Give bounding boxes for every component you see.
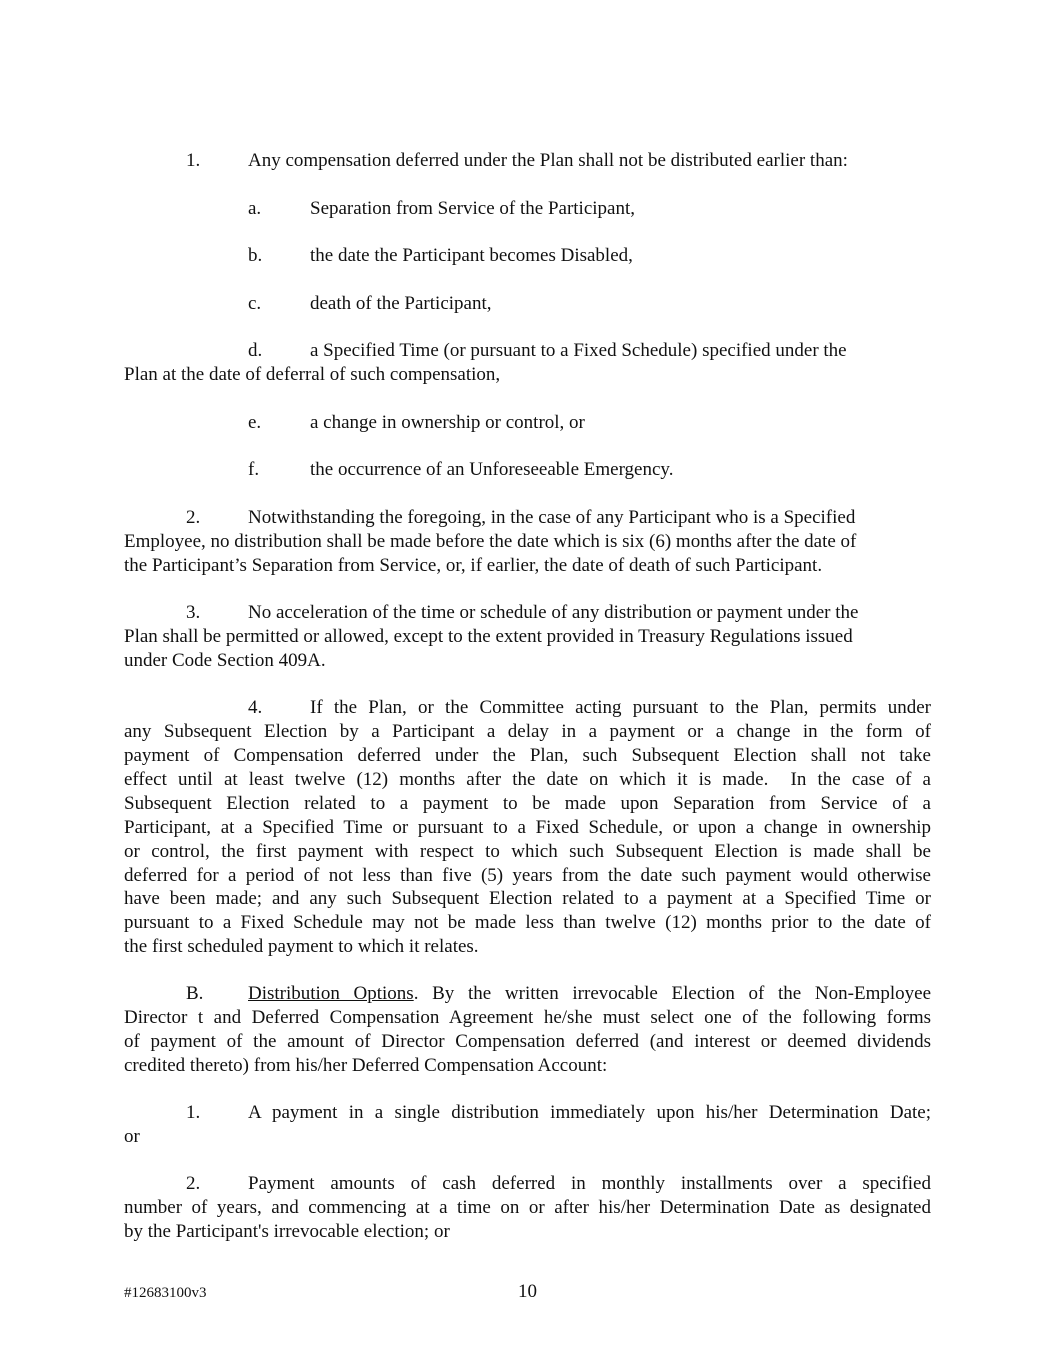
- sub-b-label: b.: [248, 245, 263, 266]
- sub-b-text: the date the Participant becomes Disabled,: [310, 245, 633, 266]
- sub-e-label: e.: [248, 412, 262, 433]
- sub-c-label: c.: [248, 293, 262, 314]
- item-4-line-5: Subsequent Election related to a payment to be made upon Separation from Service of a: [124, 793, 931, 814]
- option-2-line-2: number of years, and commencing at a time on or after his/her Determination Date as designated: [124, 1197, 931, 1218]
- item-1-text: Any compensation deferred under the Plan shall not be distributed earlier than:: [248, 150, 848, 171]
- page-number: 10: [518, 1281, 537, 1302]
- item-4-line-4: effect until at least twelve (12) months after the date on which it is made. In the case of a: [124, 769, 931, 790]
- sub-a-label: a.: [248, 198, 262, 219]
- item-4-line-9: have been made; and any such Subsequent Election related to a payment at a Specified Time or: [124, 888, 931, 909]
- section-b-line-4: credited thereto) from his/her Deferred Compensation Account:: [124, 1055, 608, 1076]
- item-3-line-2: Plan shall be permitted or allowed, except to the extent provided in Treasury Regulations issued: [124, 626, 853, 647]
- sub-e-text: a change in ownership or control, or: [310, 412, 585, 433]
- item-4-line-8: deferred for a period of not less than five (5) years from the date such payment would otherwise: [124, 865, 931, 886]
- item-4-line-2: any Subsequent Election by a Participant a delay in a payment or a change in the form of: [124, 721, 931, 742]
- item-2-line-2: Employee, no distribution shall be made before the date which is six (6) months after the date of: [124, 531, 857, 552]
- option-2-line-3: by the Participant's irrevocable election; or: [124, 1221, 450, 1242]
- item-3-number: 3.: [186, 602, 201, 623]
- item-4-line-10: pursuant to a Fixed Schedule may not be made less than twelve (12) months prior to the date of: [124, 912, 931, 933]
- item-4-line-3: payment of Compensation deferred under the Plan, such Subsequent Election shall not take: [124, 745, 931, 766]
- sub-c-text: death of the Participant,: [310, 293, 492, 314]
- distribution-options-heading: Distribution Options: [248, 983, 414, 1004]
- option-2-line-1: Payment amounts of cash deferred in monthly installments over a specified: [248, 1173, 931, 1194]
- option-1-number: 1.: [186, 1102, 201, 1123]
- item-2-line-3: the Participant’s Separation from Service, or, if earlier, the date of death of such Participant.: [124, 555, 823, 576]
- item-4-line-7: or control, the first payment with respect to which such Subsequent Election is made shall be: [124, 841, 931, 862]
- item-4-line-1: If the Plan, or the Committee acting pursuant to the Plan, permits under: [310, 697, 931, 718]
- option-1-line-1: A payment in a single distribution immediately upon his/her Determination Date;: [248, 1102, 931, 1123]
- sub-d-label: d.: [248, 340, 263, 361]
- section-b-line-3: of payment of the amount of Director Compensation deferred (and interest or deemed dividends: [124, 1031, 931, 1052]
- section-b-label: B.: [186, 983, 204, 1004]
- item-2-line-1: Notwithstanding the foregoing, in the case of any Participant who is a Specified: [248, 507, 856, 528]
- option-2-number: 2.: [186, 1173, 201, 1194]
- option-1-line-2: or: [124, 1126, 140, 1147]
- section-b-line-1: [248, 982, 931, 1006]
- item-3-line-3: under Code Section 409A.: [124, 650, 326, 671]
- sub-d-line-2: Plan at the date of deferral of such compensation,: [124, 364, 501, 385]
- document-id: #12683100v3: [124, 1285, 207, 1301]
- item-3-line-1: No acceleration of the time or schedule of any distribution or payment under the: [248, 602, 859, 623]
- sub-a-text: Separation from Service of the Participant,: [310, 198, 636, 219]
- sub-f-label: f.: [248, 459, 260, 480]
- item-4-number: 4.: [248, 697, 263, 718]
- item-2-number: 2.: [186, 507, 201, 528]
- sub-f-text: the occurrence of an Unforeseeable Emergency.: [310, 459, 674, 480]
- item-4-line-11: the first scheduled payment to which it relates.: [124, 936, 479, 957]
- sub-d-line-1: a Specified Time (or pursuant to a Fixed Schedule) specified under the: [310, 340, 847, 361]
- section-b-line-1-rest: . By the written irrevocable Election of the Non-Employee: [413, 983, 931, 1004]
- item-4-line-6: Participant, at a Specified Time or pursuant to a Fixed Schedule, or upon a change in ownership: [124, 817, 931, 838]
- section-b-line-2: Director t and Deferred Compensation Agreement he/she must select one of the following forms: [124, 1007, 931, 1028]
- item-1-number: 1.: [186, 150, 201, 171]
